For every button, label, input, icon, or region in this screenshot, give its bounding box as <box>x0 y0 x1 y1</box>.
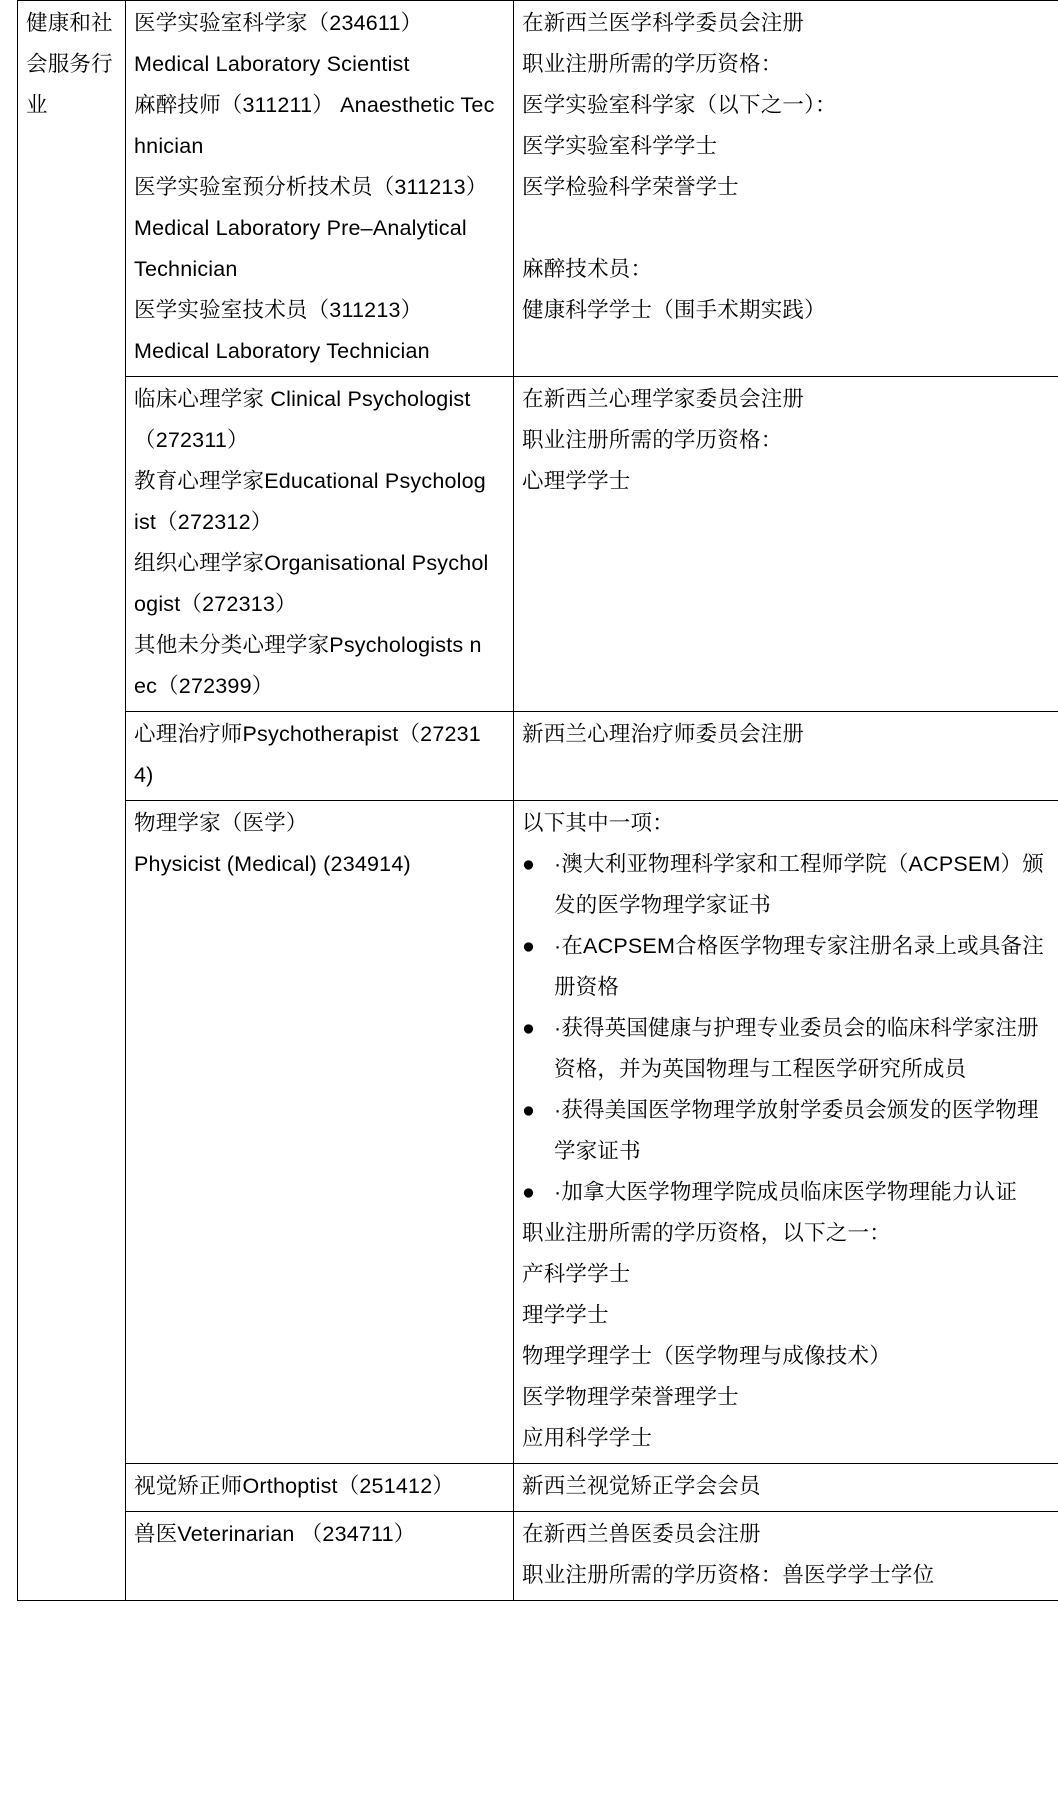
bullet-text: ·获得美国医学物理学放射学委员会颁发的医学物理学家证书 <box>554 1098 1039 1163</box>
requirement-intro: 以下其中一项： <box>522 811 674 835</box>
requirement-line: 在新西兰兽医委员会注册 <box>522 1522 761 1546</box>
requirement-line: 新西兰心理治疗师委员会注册 <box>522 722 805 746</box>
requirement-line: 健康科学学士（围手术期实践） <box>522 298 826 322</box>
requirement-cell-orthoptist <box>514 1464 1058 1512</box>
requirement-blank-line <box>522 208 1052 249</box>
requirement-cell-psychologists <box>514 377 1058 712</box>
requirement-line: 理学学士 <box>522 1303 609 1327</box>
occupation-cell-physicist-medical <box>126 801 514 1464</box>
requirement-cell-physicist-medical <box>514 801 1058 1464</box>
list-item <box>522 926 1052 1008</box>
occupation-line: ist（272312） <box>134 510 273 534</box>
requirement-line: 在新西兰心理学家委员会注册 <box>522 387 805 411</box>
bullet-icon: ● <box>522 1016 536 1040</box>
requirement-line: 医学物理学荣誉理学士 <box>522 1385 740 1409</box>
occupation-line: 教育心理学家Educational Psycholog <box>134 469 486 493</box>
requirement-cell-medical-laboratory <box>514 1 1058 377</box>
requirement-bullet-list <box>522 844 1052 1213</box>
occupation-line: Medical Laboratory Scientist <box>134 52 410 76</box>
list-item <box>522 1090 1052 1172</box>
requirement-line: 医学检验科学荣誉学士 <box>522 175 740 199</box>
bullet-text: ·澳大利亚物理科学家和工程师学院（ACPSEM）颁发的医学物理学家证书 <box>554 852 1044 917</box>
list-item <box>522 1172 1052 1213</box>
occupation-cell-medical-laboratory <box>126 1 514 377</box>
table-row <box>18 1 1058 377</box>
requirement-cell-veterinarian <box>514 1512 1058 1601</box>
occupation-line: 其他未分类心理学家Psychologists n <box>134 633 482 657</box>
requirement-line: 麻醉技术员： <box>522 257 653 281</box>
occupation-line: 麻醉技师（311211） Anaesthetic Tec <box>134 93 495 117</box>
occupation-line: Medical Laboratory Technician <box>134 339 430 363</box>
bullet-text: ·在ACPSEM合格医学物理专家注册名录上或具备注册资格 <box>554 934 1044 999</box>
requirement-line: 应用科学学士 <box>522 1426 653 1450</box>
occupation-line: Technician <box>134 257 238 281</box>
occupation-line: Physicist (Medical) (234914) <box>134 852 411 876</box>
table-row <box>18 1464 1058 1512</box>
requirement-cell-psychotherapist <box>514 712 1058 801</box>
requirement-line: 职业注册所需的学历资格，以下之一： <box>522 1221 891 1245</box>
occupation-line: 4) <box>134 763 154 787</box>
requirement-line: 职业注册所需的学历资格： <box>522 52 783 76</box>
bullet-text: ·获得英国健康与护理专业委员会的临床科学家注册资格，并为英国物理与工程医学研究所成员 <box>554 1016 1039 1081</box>
occupation-line: hnician <box>134 134 204 158</box>
requirement-line: 在新西兰医学科学委员会注册 <box>522 11 805 35</box>
occupation-cell-psychotherapist <box>126 712 514 801</box>
occupation-line: ogist（272313） <box>134 592 297 616</box>
requirement-line: 职业注册所需的学历资格：兽医学学士学位 <box>522 1563 935 1587</box>
bullet-icon: ● <box>522 1180 536 1204</box>
occupation-line: （272311） <box>134 428 249 452</box>
industry-label: 健康和社会服务行业 <box>26 11 113 117</box>
table-row <box>18 712 1058 801</box>
list-item <box>522 844 1052 926</box>
table-row <box>18 377 1058 712</box>
occupation-line: Medical Laboratory Pre–Analytical <box>134 216 467 240</box>
occupation-line: 医学实验室科学家（234611） <box>134 11 423 35</box>
occupation-line: 组织心理学家Organisational Psychol <box>134 551 489 575</box>
industry-cell <box>18 1 126 1601</box>
bullet-text: ·加拿大医学物理学院成员临床医学物理能力认证 <box>554 1180 1018 1204</box>
occupation-line: 心理治疗师Psychotherapist（27231 <box>134 722 481 746</box>
bullet-icon: ● <box>522 852 536 876</box>
occupation-cell-psychologists <box>126 377 514 712</box>
table-row <box>18 1512 1058 1601</box>
requirement-line: 医学实验室科学家（以下之一）： <box>522 93 837 117</box>
occupation-line: 医学实验室预分析技术员（311213） <box>134 175 488 199</box>
bullet-icon: ● <box>522 934 536 958</box>
requirement-line: 心理学学士 <box>522 469 631 493</box>
occupation-line: 临床心理学家 Clinical Psychologist <box>134 387 471 411</box>
requirement-line: 物理学理学士（医学物理与成像技术） <box>522 1344 891 1368</box>
occupation-line: 物理学家（医学） <box>134 811 308 835</box>
occupation-line: 视觉矫正师Orthoptist（251412） <box>134 1474 455 1498</box>
occupation-line: 兽医Veterinarian （234711） <box>134 1522 416 1546</box>
requirement-line: 产科学学士 <box>522 1262 631 1286</box>
requirement-line: 职业注册所需的学历资格： <box>522 428 783 452</box>
requirement-line: 医学实验室科学学士 <box>522 134 718 158</box>
requirement-line: 新西兰视觉矫正学会会员 <box>522 1474 761 1498</box>
bullet-icon: ● <box>522 1098 536 1122</box>
table-row <box>18 801 1058 1464</box>
occupation-line: ec（272399） <box>134 674 274 698</box>
occupation-requirements-table <box>17 0 1058 1601</box>
occupation-line: 医学实验室技术员（311213） <box>134 298 423 322</box>
list-item <box>522 1008 1052 1090</box>
occupation-cell-veterinarian <box>126 1512 514 1601</box>
occupation-cell-orthoptist <box>126 1464 514 1512</box>
table-body <box>18 1 1058 1601</box>
